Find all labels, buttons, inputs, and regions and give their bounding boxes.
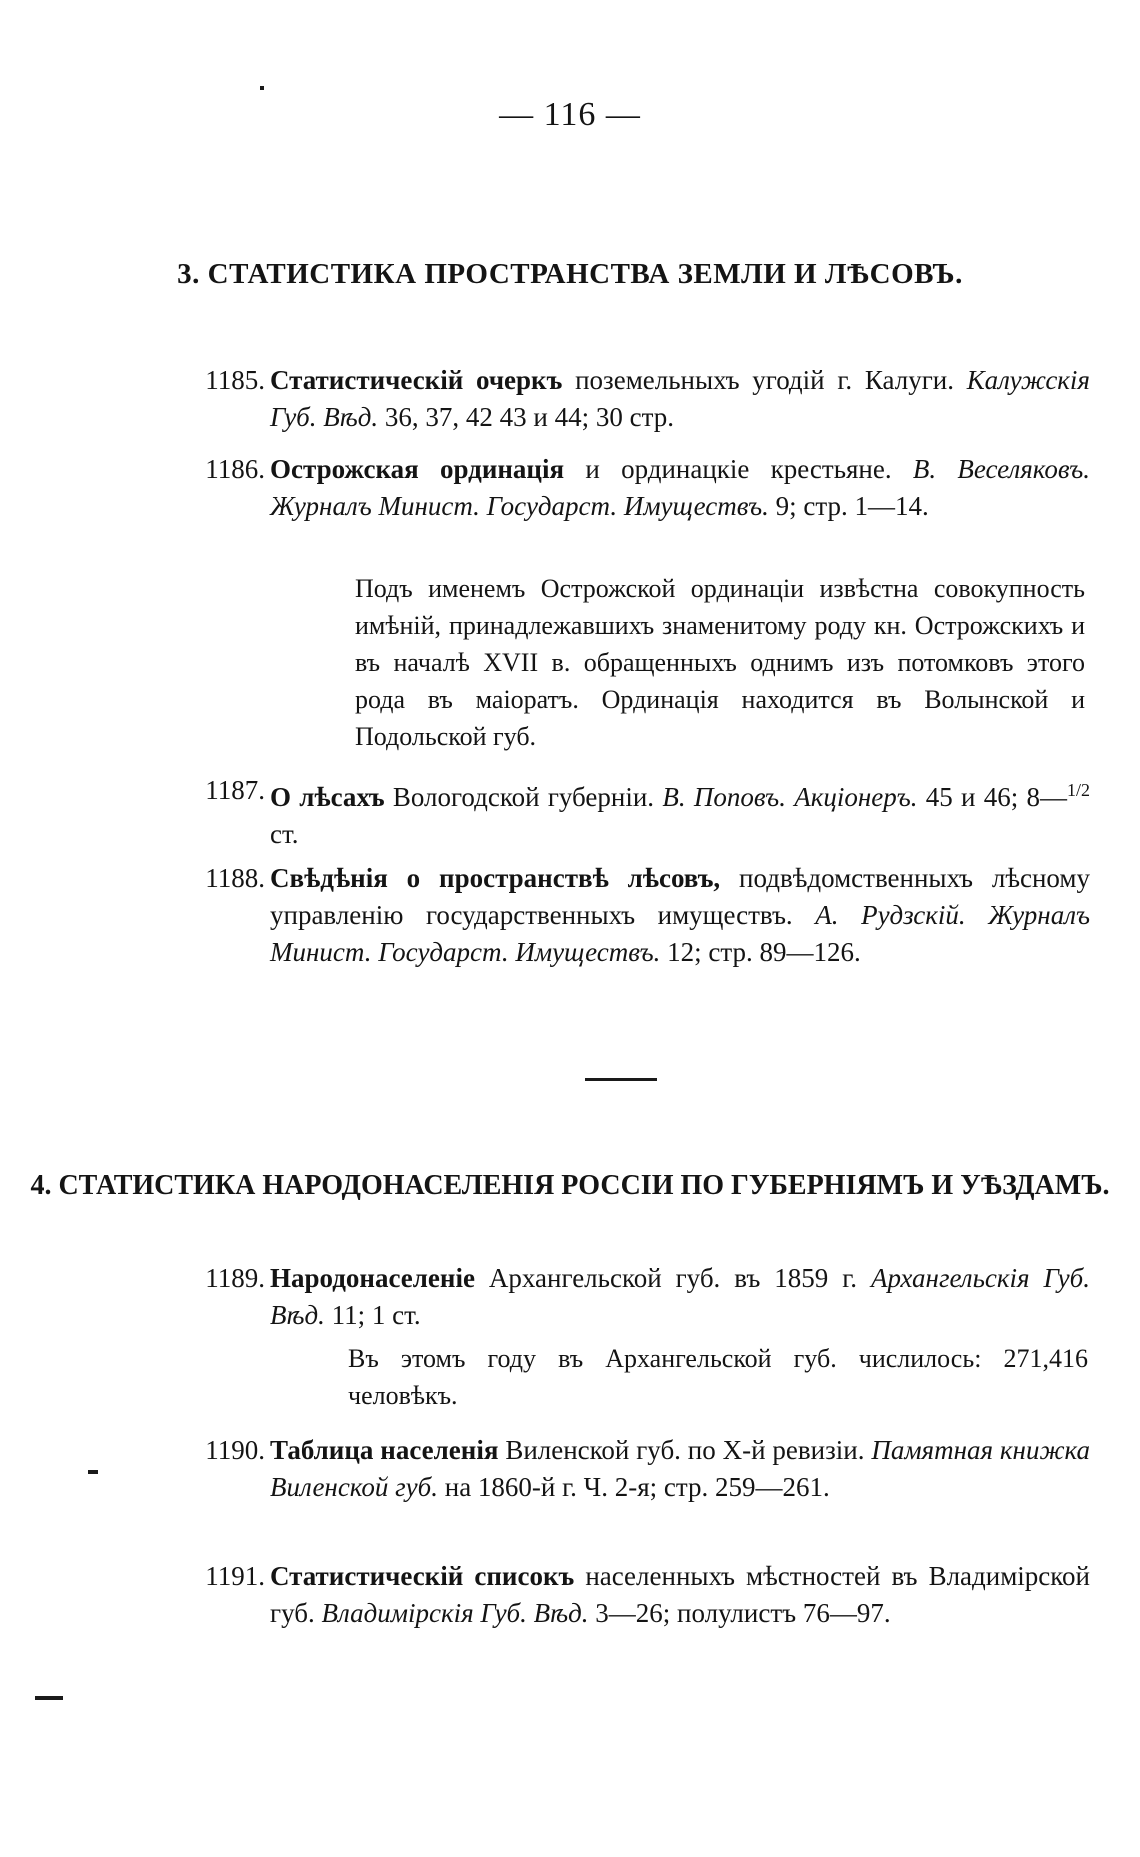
entry-1191 bbox=[170, 1558, 1090, 1632]
section-divider bbox=[585, 1078, 657, 1081]
entry-journal: Памятная книжка Виленской губ. bbox=[270, 1435, 1091, 1502]
entry-title: Свѣдѣнія о пространствѣ лѣсовъ, bbox=[270, 863, 721, 893]
section-heading-3: 3. СТАТИСТИКА ПРОСТРАНСТВА ЗЕМЛИ И ЛѢСОВЪ. bbox=[177, 258, 963, 290]
entry-reference-pages: 8— bbox=[1018, 782, 1067, 812]
entry-reference: 12; стр. 89—126. bbox=[660, 937, 861, 967]
scan-speck bbox=[35, 1696, 63, 1700]
entry-journal: Архангельскія Губ. Вѣд. bbox=[270, 1263, 1090, 1330]
entry-description: Виленской губ. по Х-й ревизіи. bbox=[498, 1435, 865, 1465]
entry-body bbox=[270, 362, 1090, 436]
entry-1186-note: Подъ именемъ Острожской ординаціи извѣстна совокупность имѣній, принадлежавшихъ знаменитому роду кн. Острожскихъ и въ началѣ XVII в. обращенныхъ однимъ изъ потомковъ этого рода въ маіоратъ. Ординація находится въ Волынской и Подольской губ. bbox=[355, 574, 1085, 751]
entry-title: Статистическій списокъ bbox=[270, 1561, 575, 1591]
entry-author: А. Рудзскій. bbox=[792, 900, 966, 930]
entry-author: В. Поповъ. bbox=[654, 782, 786, 812]
entry-reference: 3—26; полулистъ 76—97. bbox=[588, 1598, 891, 1628]
entry-number: 1191. bbox=[205, 1561, 265, 1591]
entry-1190 bbox=[170, 1432, 1090, 1506]
entry-body bbox=[270, 1558, 1090, 1632]
entry-body bbox=[270, 1432, 1090, 1506]
entry-number: 1189. bbox=[205, 1263, 265, 1293]
entry-reference: 36, 37, 42 43 и 44; 30 стр. bbox=[378, 402, 674, 432]
entry-body bbox=[270, 451, 1090, 525]
entry-description: подвѣдомственныхъ лѣсному управленію государственныхъ имуществъ. bbox=[270, 863, 1090, 930]
entry-description: Архангельской губ. въ 1859 г. bbox=[474, 1263, 858, 1293]
entry-journal: Журналъ Минист. Государст. Имуществъ. bbox=[270, 900, 1090, 967]
entry-journal: Журналъ Минист. Государст. Имуществъ. bbox=[270, 491, 769, 521]
entry-title: Народонаселеніе bbox=[270, 1263, 475, 1293]
entry-number: 1186. bbox=[205, 454, 265, 484]
entry-description: Вологодской губерніи. bbox=[384, 782, 655, 812]
entry-journal: Калужскія Губ. Вѣд. bbox=[270, 365, 1090, 432]
entry-1187 bbox=[170, 772, 1090, 853]
entry-title: Таблица населенія bbox=[270, 1435, 499, 1465]
entry-body bbox=[270, 860, 1090, 971]
entry-reference: 11; 1 ст. bbox=[324, 1300, 421, 1330]
scan-speck bbox=[88, 1470, 98, 1474]
entry-reference: 45 и 46; bbox=[917, 782, 1019, 812]
entry-description: и ординацкіе крестьяне. bbox=[564, 454, 892, 484]
entry-1185 bbox=[170, 362, 1090, 436]
entry-journal: Владимірскія Губ. Вѣд. bbox=[314, 1598, 589, 1628]
entry-title: Острожская ординація bbox=[270, 454, 565, 484]
entry-1188 bbox=[170, 860, 1090, 971]
entry-number: 1187. bbox=[205, 775, 265, 805]
entry-description: населенныхъ мѣстностей въ Владимірской губ. bbox=[270, 1561, 1090, 1628]
entry-reference-fraction: 1/2 bbox=[1066, 780, 1090, 800]
section-heading-4: 4. СТАТИСТИКА НАРОДОНАСЕЛЕНІЯ РОССІИ ПО ГУБЕРНІЯМЪ И УѢЗДАМЪ. bbox=[30, 1170, 1110, 1201]
entry-body bbox=[270, 1260, 1090, 1334]
entry-body bbox=[270, 772, 1090, 853]
entry-1189 bbox=[170, 1260, 1090, 1334]
entry-number: 1188. bbox=[205, 863, 265, 893]
entry-title: О лѣсахъ bbox=[270, 782, 385, 812]
entry-journal: Акціонеръ. bbox=[785, 782, 918, 812]
entry-1189-note: Въ этомъ году въ Архангельской губ. числилось: 271,416 человѣкъ. bbox=[348, 1344, 1088, 1410]
entry-author: В. Веселяковъ. bbox=[891, 454, 1090, 484]
entry-reference: на 1860-й г. Ч. 2-я; стр. 259—261. bbox=[438, 1472, 830, 1502]
entry-title: Статистическій очеркъ bbox=[270, 365, 563, 395]
entry-1186 bbox=[170, 451, 1090, 525]
entry-reference-unit: ст. bbox=[270, 819, 299, 849]
entry-description: поземельныхъ угодій г. Калуги. bbox=[562, 365, 954, 395]
page-number: — 116 — bbox=[499, 96, 641, 133]
entry-number: 1190. bbox=[205, 1435, 265, 1465]
entry-number: 1185. bbox=[205, 365, 265, 395]
entry-reference: 9; стр. 1—14. bbox=[768, 491, 929, 521]
scan-speck bbox=[260, 86, 264, 90]
